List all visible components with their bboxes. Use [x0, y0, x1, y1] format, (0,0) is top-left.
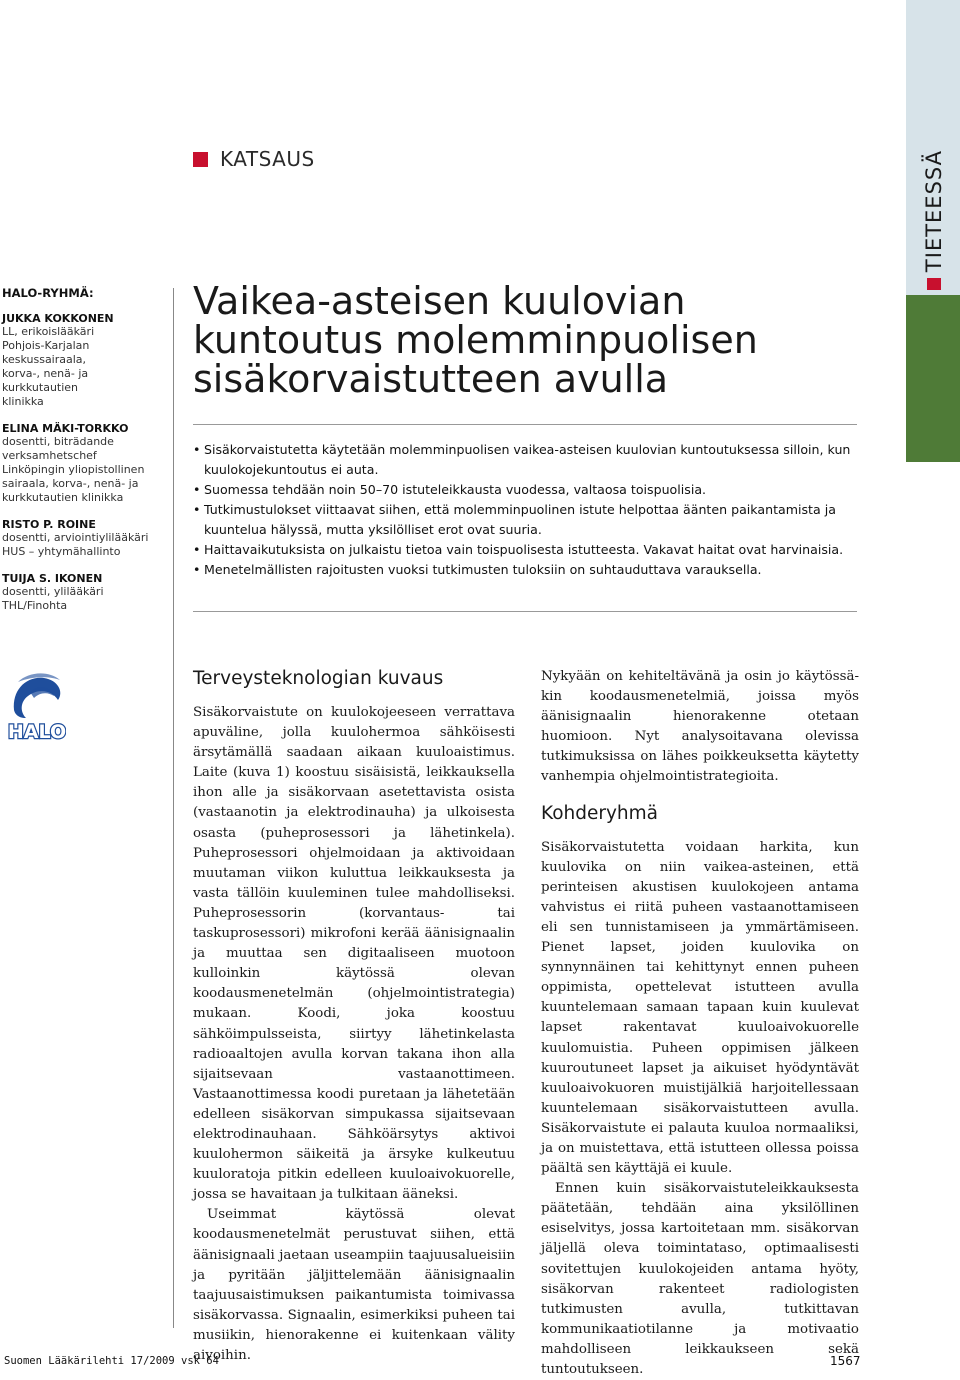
journal-footer: Suomen Lääkärilehti 17/2009 vsk 64	[4, 1355, 219, 1367]
column-divider	[173, 288, 174, 1328]
body-paragraph: Useimmat käytössä olevat koodausmenetelmät perustuvat siihen, että äänisignaali jaetaan useampiin taajuusalueisiin ja pyritään jäljittelemään äänisignaalin taajuusaistimuksen paikantumista toimivassa sisäkorvassa. Signaalin, esimerkiksi puheen tai musiikin, hienorakenne ei kuitenkaan välity aivoihin.	[193, 1207, 515, 1363]
summary-item: • Tutkimustulokset viittaavat siihen, että molemminpuolinen istute helpottaa äänten paikantamista ja kuuntelua hälyssä, mutta yksilölliset erot ovat suuria.	[193, 500, 863, 540]
side-tab-label: TIETEESSÄ	[922, 150, 946, 273]
body-column-2	[541, 667, 859, 1380]
author	[2, 422, 162, 505]
summary-item: • Haittavaikutuksista on julkaistu tietoa vain toispuolisesta istutteesta. Vakavat haitat ovat harvinaisia.	[193, 540, 863, 560]
author-group: HALO-RYHMÄ:	[2, 286, 94, 300]
author	[2, 518, 162, 559]
author-affiliation: LL, erikoislääkäri	[2, 325, 95, 338]
author-affiliation: klinikka	[2, 395, 44, 408]
author-affiliation: THL/Finohta	[2, 599, 68, 612]
red-square-icon	[193, 152, 208, 167]
svg-text:HALO: HALO	[8, 721, 66, 742]
author-name: ELINA MÄKI-TORKKO	[2, 422, 129, 435]
section-label	[193, 147, 315, 171]
halo-logo-icon	[8, 670, 66, 742]
author	[2, 312, 162, 409]
summary-top-rule	[193, 424, 857, 425]
red-square-icon	[927, 278, 941, 290]
author-affiliation: sairaala, korva-, nenä- ja	[2, 477, 139, 490]
body-column-1	[193, 667, 515, 1366]
article-title	[193, 279, 873, 401]
author-affiliation: korva-, nenä- ja kurkkutautien	[2, 367, 89, 394]
section-heading: Terveysteknologian kuvaus	[193, 668, 444, 689]
side-tab-bottom	[906, 295, 960, 462]
summary-item: • Menetelmällisten rajoitusten vuoksi tutkimusten tuloksiin on suhtauduttava varauksella.	[193, 560, 863, 580]
author-name: JUKKA KOKKONEN	[2, 312, 114, 325]
body-paragraph: Sisäkorvaistutetta voidaan harkita, kun kuulovika on niin vaikea-asteinen, että perinteisen akustisen kuulokojeen antama vahvistus ei riitä puheen vastaanottamiseen eli sen tunnistamiseen ja ymmärtämiseen. Pienet lapset, joiden kuulovika on synnynnäinen tai kehittynyt ennen puheen oppimista, opettelevat istutteen avulla kuuntelemaan samaan tapaan kuin kuulevat lapset rakentavat kuuloaivokuorelle kuulomuistia. Puheen oppimisen jälkeen kuuroutuneet lapset ja aikuiset hyödyntävät kuuloaivokuoren muistijälkiä harjoitellessaan kuuntelemaan sisäkorvaistutteen avulla. Sisäkorvaistute ei palauta kuuloa normaaliksi, ja on muistettava, että istutteen ollessa poissa päältä sen käyttäjä ei kuule.	[541, 839, 859, 1177]
author-affiliation: HUS – yhtymähallinto	[2, 545, 121, 558]
body-paragraph: Sisäkorvaistute on kuulokojeeseen verrattava apuväline, jolla kuulohermoa sähköisesti ärsytämällä saadaan aikaan kuuloaistimus. Laite (kuva 1) koostuu sisäisistä, leikkauksella ihon alle ja sisäkorvaan asetettavista osista (vastaanotin ja elektrodinauha) ja ulkoisesta osasta (puheprosessori ja lähetinkela). Puheprosessori ohjelmoidaan ja aktivoidaan muutaman viikon kuluttua leikkauksesta ja vasta tällöin kuuleminen tulee mahdolliseksi. Puheprosessorin (korvantaus- tai taskuprosessori) mikrofoni kerää äänisignaalin ja muuttaa sen digitaaliseen muotoon kulloinkin käytössä olevan koodausmenetelmän (ohjelmointistrategia) mukaan. Koodi, joka koostuu sähköimpulsseista, siirtyy lähetinkelasta radioaaltojen avulla korvan takana ihon alla sijaitsevaan vastaanottimeen. Vastaanottimessa koodi puretaan ja lähetetään edelleen sisäkorvan simpukassa sijaitsevaan elektrodinauhaan. Sähköärsytys aktivoi kuulohermon säikeitä ja ärsyke kulkeutuu kuuloratoja pitkin edelleen kuuloaivokuorelle, jossa se havaitaan ja tulkitaan ääneksi.	[193, 705, 515, 1203]
body-paragraph: Ennen kuin sisäkorvaistuteleikkauksesta päätetään, tehdään aina yksilöllinen esiselvitys, jossa kartoitetaan mm. sisäkorvan jäljellä oleva toimintataso, optimaalisesti sovitettujen kuulokojeiden antama hyöty, sisäkorvan rakenteet radiologisten tutkimusten avulla, tutkittavan kommunikaatiotilanne ja motivaatio mahdolliseen leikkaukseen sekä tuntoutukseen.	[541, 1181, 859, 1377]
side-tab-label-wrap	[914, 150, 954, 290]
page-number: 1567	[830, 1354, 861, 1368]
author-affiliation: dosentti, ylilääkäri	[2, 585, 104, 598]
body-paragraph: Nykyään on kehiteltävänä ja osin jo käytössäkin koodausmenetelmiä, joissa myös äänisignaalin hienorakenne otetaan huomioon. Nyt analysoitavana olevissa tutkimuksissa on lähes poikkeuksetta käytetty vanhempia ohjelmointistrategioita.	[541, 669, 859, 785]
summary-bottom-rule	[193, 611, 857, 612]
summary-item: • Sisäkorvaistutetta käytetään molemminpuolisen vaikea-asteisen kuulovian kuntoutuksessa silloin, kun kuulokojekuntoutus ei auta.	[193, 440, 863, 480]
author-affiliation: dosentti, arviointiylilääkäri	[2, 531, 149, 544]
title-line: sisäkorvaistutteen avulla	[193, 357, 669, 401]
summary-list	[193, 440, 863, 580]
title-line: Vaikea-asteisen kuulovian	[193, 279, 686, 323]
author	[2, 572, 162, 613]
section-side-tab	[906, 0, 960, 462]
title-line: kuntoutus molemminpuolisen	[193, 318, 758, 362]
section-heading: Kohderyhmä	[541, 802, 659, 824]
section-label-text: KATSAUS	[220, 147, 315, 171]
summary-item: • Suomessa tehdään noin 50–70 istuteleikkausta vuodessa, valtaosa toispuolisia.	[193, 480, 863, 500]
author-affiliation: verksamhetschef	[2, 449, 97, 462]
author-name: TUIJA S. IKONEN	[2, 572, 103, 585]
author-affiliation: Linköpingin yliopistollinen	[2, 463, 145, 476]
author-affiliation: dosentti, biträdande	[2, 435, 114, 448]
author-affiliation: Pohjois-Karjalan keskussairaala,	[2, 339, 90, 366]
author-name: RISTO P. ROINE	[2, 518, 96, 531]
author-affiliation: kurkkutautien klinikka	[2, 491, 124, 504]
author-list	[2, 286, 162, 626]
